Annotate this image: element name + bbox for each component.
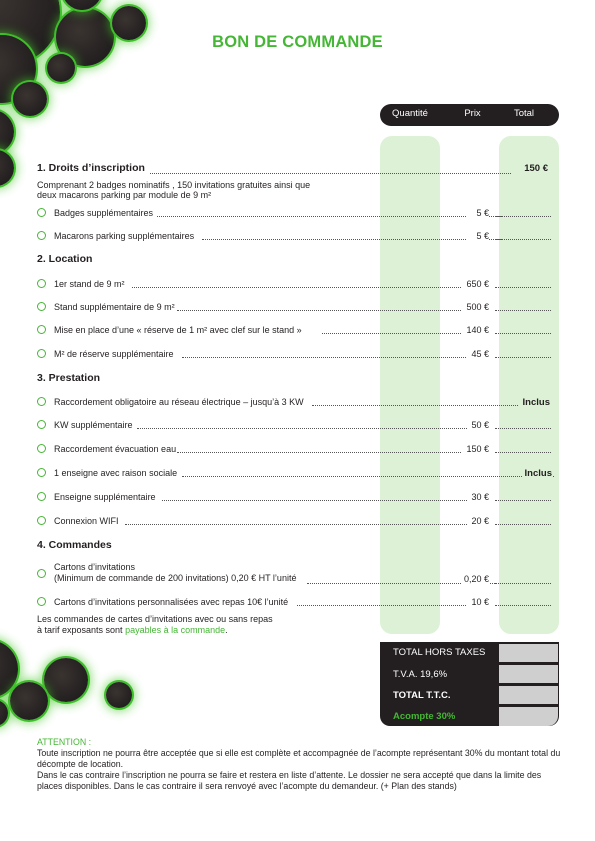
inclus-value: Inclus — [522, 468, 552, 479]
radio-option[interactable] — [37, 492, 46, 501]
acompte-label: Acompte 30% — [393, 711, 456, 722]
list-item[interactable]: M² de réserve supplémentaire 45 € — [37, 348, 551, 360]
list-item[interactable]: Cartons d’invitations personnalisées avec repas 10€ l’unité 10 € — [37, 596, 551, 608]
leader-dots — [150, 173, 515, 174]
radio-option[interactable] — [37, 349, 46, 358]
droits-description-line1: Comprenant 2 badges nominatifs , 150 invitations gratuites ainsi que — [37, 180, 311, 190]
list-item[interactable]: Enseigne supplémentaire 30 € — [37, 491, 551, 503]
section-heading-commandes: 4. Commandes — [37, 539, 112, 551]
tva-label: T.V.A. 19,6% — [393, 669, 448, 680]
radio-option[interactable] — [37, 397, 46, 406]
commandes-note-line2: à tarif exposants sont payables à la commande. — [37, 625, 228, 635]
radio-option[interactable] — [37, 231, 46, 240]
radio-option[interactable] — [37, 208, 46, 217]
radio-option[interactable] — [37, 516, 46, 525]
radio-option[interactable] — [37, 420, 46, 429]
radio-option[interactable] — [37, 444, 46, 453]
inclus-value: Inclus — [518, 397, 550, 408]
list-item[interactable]: Mise en place d’une « réserve de 1 m² avec clef sur le stand » 140 € — [37, 324, 551, 336]
radio-option[interactable] — [37, 468, 46, 477]
total-ttc-field[interactable] — [499, 686, 558, 704]
list-item[interactable]: Badges supplémentaires 5 € — [37, 207, 551, 219]
list-item[interactable]: Raccordement obligatoire au réseau électrique – jusqu’à 3 KW — [37, 396, 551, 408]
attention-block — [37, 737, 567, 792]
list-item[interactable]: Cartons d’invitations (Minimum de commande de 200 invitations) 0,20 € HT l’unité 0,20 € — [37, 562, 551, 586]
column-header-total: Total — [513, 108, 535, 119]
attention-paragraph-1: Toute inscription ne pourra être acceptée que si elle est complète et accompagnée de l’acompte représentant 30% du montant total du décompte de location. — [37, 748, 561, 769]
commandes-note-line1: Les commandes de cartes d’invitations avec ou sans repas — [37, 614, 273, 624]
list-item[interactable]: Stand supplémentaire de 9 m² 500 € — [37, 301, 551, 313]
radio-option[interactable] — [37, 302, 46, 311]
radio-option[interactable] — [37, 279, 46, 288]
radio-option[interactable] — [37, 325, 46, 334]
total-ht-label: TOTAL HORS TAXES — [393, 647, 486, 658]
list-item[interactable]: 1er stand de 9 m² 650 € — [37, 278, 551, 290]
total-ht-field[interactable] — [499, 644, 558, 662]
list-item[interactable]: Connexion WIFI 20 € — [37, 515, 551, 527]
attention-paragraph-2: Dans le cas contraire l’inscription ne pourra se faire et restera en liste d’attente. Le dossier ne sera accepté que dans la limite des places disponibles. Dans le cas contraire il sera renvoyé avec l’acompte du demandeur. (+ Plan des stands) — [37, 770, 542, 791]
section-heading-prestation: 3. Prestation — [37, 372, 101, 384]
list-item[interactable]: KW supplémentaire 50 € — [37, 419, 551, 431]
section-heading-location: 2. Location — [37, 253, 93, 265]
list-item[interactable]: Raccordement évacuation eau 150 € — [37, 443, 551, 455]
list-item[interactable]: Macarons parking supplémentaires 5 € — [37, 230, 551, 242]
total-ttc-label: TOTAL T.T.C. — [393, 690, 451, 701]
payables-link[interactable]: payables à la commande — [125, 625, 226, 635]
column-header-prix: Prix — [464, 108, 481, 119]
section-heading-droits: 1. Droits d’inscription — [37, 162, 145, 174]
acompte-field[interactable] — [499, 707, 558, 726]
radio-option[interactable] — [37, 569, 46, 578]
page-title: BON DE COMMANDE — [212, 33, 383, 51]
column-header-quantite: Quantité — [392, 108, 428, 119]
tva-field[interactable] — [499, 665, 558, 683]
list-item[interactable]: 1 enseigne avec raison sociale — [37, 467, 551, 479]
radio-option[interactable] — [37, 597, 46, 606]
attention-heading: ATTENTION : — [37, 737, 92, 747]
droits-amount: 150 € — [512, 163, 548, 174]
droits-description-line2: deux macarons parking par module de 9 m² — [37, 190, 212, 200]
